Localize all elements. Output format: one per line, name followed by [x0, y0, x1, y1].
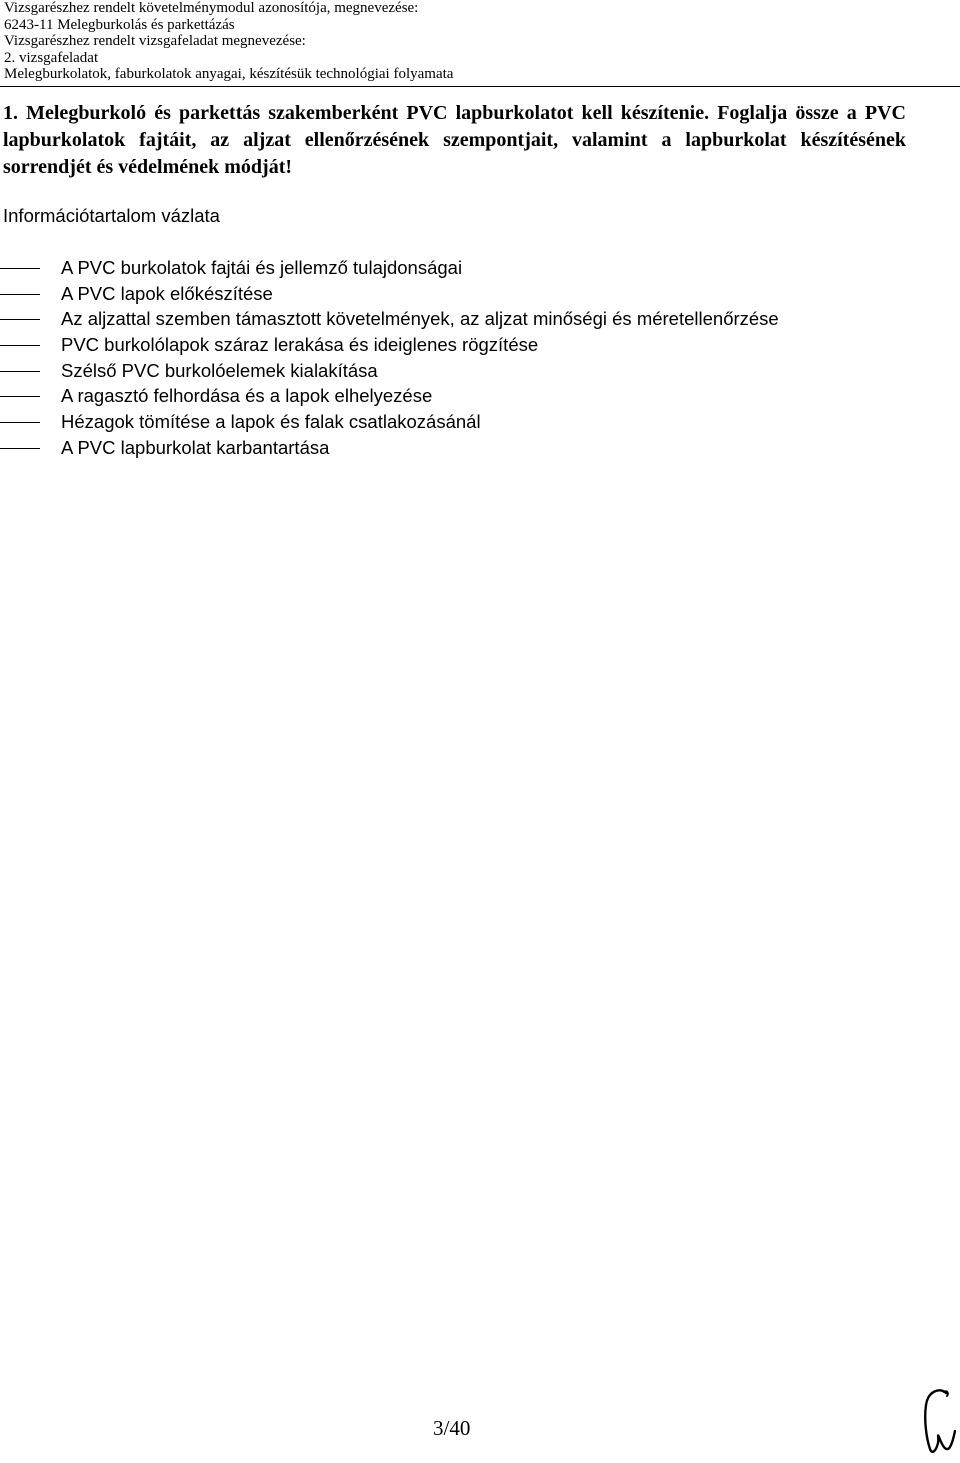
outline-item	[0, 383, 960, 409]
header-task-number: 2. vizsgafeladat	[4, 49, 99, 66]
outline-item	[0, 255, 960, 281]
outline-item-text: Szélső PVC burkolóelemek kialakítása	[61, 359, 378, 381]
page-number: 3/40	[433, 1416, 471, 1440]
dash-bullet-icon	[0, 448, 40, 449]
dash-bullet-icon	[0, 396, 40, 397]
outline-item-text: Hézagok tömítése a lapok és falak csatlakozásánál	[61, 411, 481, 433]
dash-bullet-icon	[0, 345, 40, 346]
dash-bullet-icon	[0, 294, 40, 295]
outline-item-text: A PVC burkolatok fajtái és jellemző tulajdonságai	[61, 257, 463, 278]
outline-item-text: Az aljzattal szemben támasztott követelmények, az aljzat minőségi és méretellenőrzése	[61, 308, 779, 330]
header-divider	[0, 86, 960, 87]
outline-item-text: PVC burkolólapok száraz lerakása és ideiglenes rögzítése	[61, 334, 539, 356]
header-module-name: 6243-11 Melegburkolás és parkettázás	[4, 16, 235, 33]
document-header	[4, 0, 954, 83]
dash-bullet-icon	[0, 371, 40, 372]
outline-item	[0, 306, 960, 332]
task-statement: 1. Melegburkoló és parkettás szakemberként PVC lapburkolatot kell készítenie. Foglalja össze a PVC lapburkolatok fajtáit, az aljzat ellenőrzésének szempontjait, valamint a lapburkolat készítésének sorrendjét és védelmének módját!	[3, 102, 906, 178]
handwritten-signature	[920, 1385, 956, 1457]
outline-item	[0, 281, 960, 307]
outline-item-text: A PVC lapok előkészítése	[61, 282, 273, 304]
header-task-name: Melegburkolatok, faburkolatok anyagai, készítésük technológiai folyamata	[4, 66, 454, 83]
outline-title: Információtartalom vázlata	[3, 205, 220, 226]
outline-item-text: A PVC lapburkolat karbantartása	[61, 436, 330, 458]
outline-item	[0, 409, 960, 435]
header-task-label: Vizsgarészhez rendelt vizsgafeladat megnevezése:	[4, 33, 306, 50]
outline-item	[0, 332, 960, 358]
dash-bullet-icon	[0, 268, 40, 269]
dash-bullet-icon	[0, 319, 40, 320]
outline-item-text: A ragasztó felhordása és a lapok elhelyezése	[61, 385, 433, 407]
dash-bullet-icon	[0, 422, 40, 423]
header-module-label: Vizsgarészhez rendelt követelménymodul azonosítója, megnevezése:	[4, 0, 419, 16]
outline-item	[0, 358, 960, 384]
outline-item	[0, 435, 960, 461]
outline-list	[0, 255, 960, 461]
